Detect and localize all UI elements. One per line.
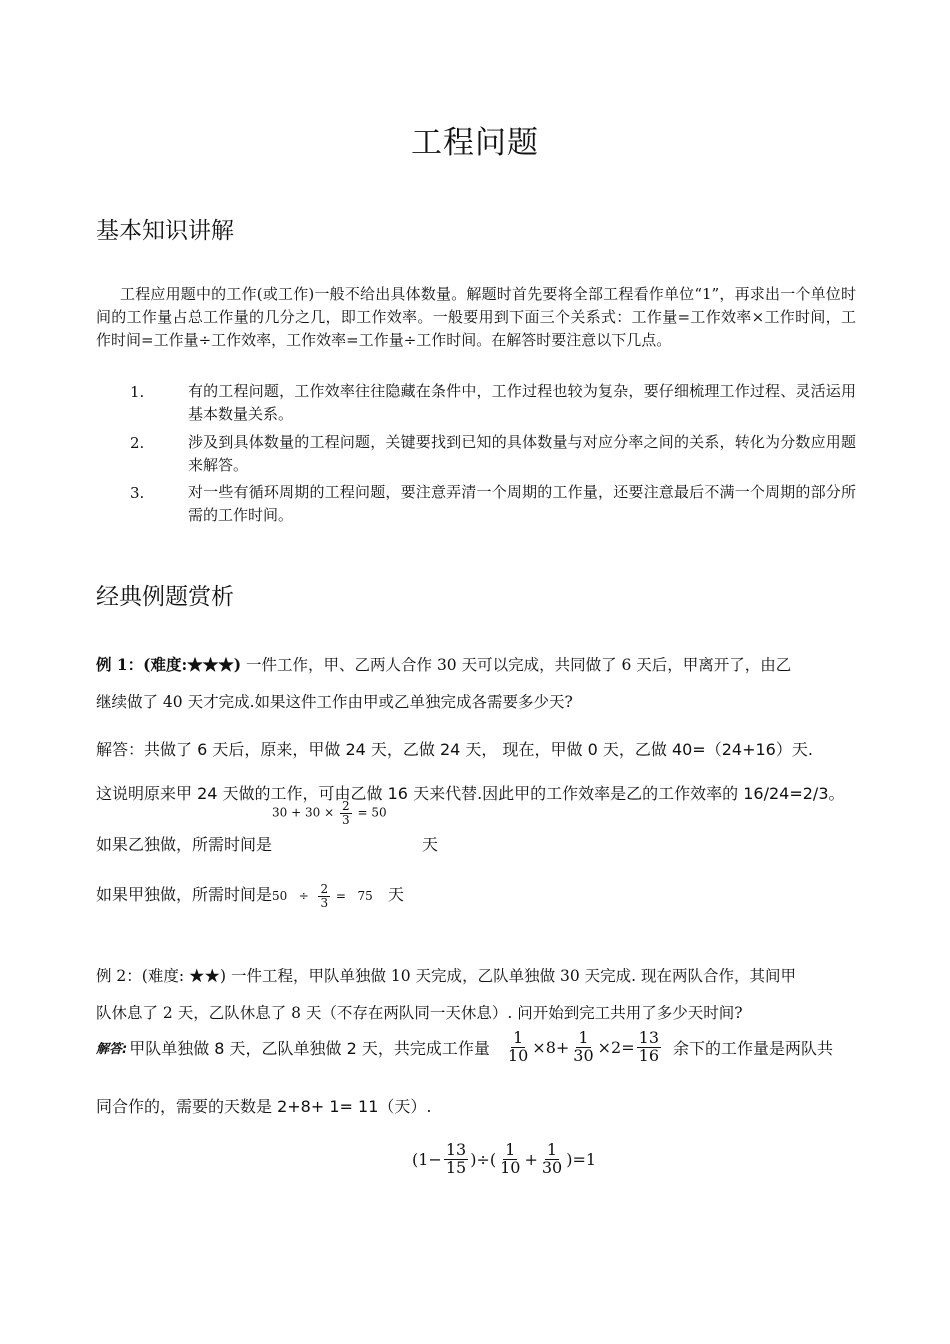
example2-equation1: $\frac{1}{10}$ ×8+ $\frac{1}{30}$ ×2= $\frac{13}{16}$: [507, 1028, 659, 1065]
example2-answer-label: 解答:: [96, 1041, 128, 1057]
point-number: 2.: [130, 434, 145, 452]
page-title: 工程问题: [411, 125, 539, 161]
section-heading-basics: 基本知识讲解: [96, 218, 234, 244]
example2-equation2: (1− $\frac{13}{15}$ )÷( $\frac{1}{10}$ + $\frac{1}{30}$ )=1: [412, 1140, 597, 1177]
example1-answer-line1: 解答：共做了 6 天后，原来，甲做 24 天，乙做 24 天， 现在，甲做 0 天，乙做 40=（24+16）天.: [96, 740, 813, 759]
example2-question-line2: 队休息了 2 天，乙队休息了 8 天（不存在两队同一天休息）. 问开始到完工共用了多少天时间?: [96, 1004, 743, 1022]
example1-answer-line3-unit: 天: [422, 835, 439, 854]
example1-answer-line2: 这说明原来甲 24 天做的工作，可由乙做 16 天来代替.因此甲的工作效率是乙的工作效率的 16/24=2/3。: [96, 784, 845, 803]
intro-paragraph: 工程应用题中的工作(或工作)一般不给出具体数量。解题时首先要将全部工程看作单位“1”，再求出一个单位时间的工作量占总工作量的几分之几，即工作效率。一般要用到下面三个关系式：工作量=工作效率×工作时间，工作时间=工作量÷工作效率，工作效率=工作量÷工作时间。在解答时要注意以下几点。: [96, 285, 856, 349]
section-heading-examples: 经典例题赏析: [96, 584, 234, 610]
point-text: 有的工程问题，工作效率往往隐藏在条件中，工作过程也较为复杂，要仔细梳理工作过程、灵活运用基本数量关系。: [188, 382, 856, 423]
example1-question-text: 一件工作，甲、乙两人合作 30 天可以完成，共同做了 6 天后，甲离开了，由乙: [246, 656, 792, 674]
example2-answer-line1: 解答: 甲队单独做 8 天，乙队单独做 2 天，共完成工作量 $\frac{1}{10}$ ×8+ $\frac{1}{30}$ ×2= $\frac{13}{16}$ 余下的工作量是两队共: [96, 1028, 834, 1065]
example1-question-line1: [96, 653, 791, 675]
point-text: 涉及到具体数量的工程问题，关键要找到已知的具体数量与对应分率之间的关系，转化为分数应用题来解答。: [188, 433, 856, 474]
example1-answer-line4: 如果甲独做，所需时间是50 ÷ $\frac{2}{3}$ = 75 天: [96, 882, 404, 910]
example1-label: 例 1：(难度:★★★): [96, 655, 242, 674]
example2-label: 例 2：(难度: ★★): [96, 967, 227, 985]
point-number: 1.: [130, 383, 145, 401]
example1-question-line2: 继续做了 40 天才完成.如果这件工作由甲或乙单独完成各需要多少天?: [96, 693, 573, 711]
point-number: 3.: [130, 484, 145, 502]
example1-answer-line3: 如果乙独做，所需时间是: [96, 835, 273, 854]
example2-question-text: 一件工程，甲队单独做 10 天完成，乙队单独做 30 天完成. 现在两队合作，其间甲: [230, 967, 796, 985]
example2-question-line1: [96, 964, 796, 986]
point-text: 对一些有循环周期的工程问题，要注意弄清一个周期的工作量，还要注意最后不满一个周期的部分所需的工作时间。: [188, 483, 856, 524]
example1-equation1: 30 + 30 × $\frac{2}{3}$ = 50: [272, 799, 387, 827]
example2-answer-line2: 同合作的，需要的天数是 2+8+ 1= 11（天）.: [96, 1097, 432, 1116]
example1-equation2: 50 ÷ $\frac{2}{3}$ = 75: [272, 882, 373, 910]
